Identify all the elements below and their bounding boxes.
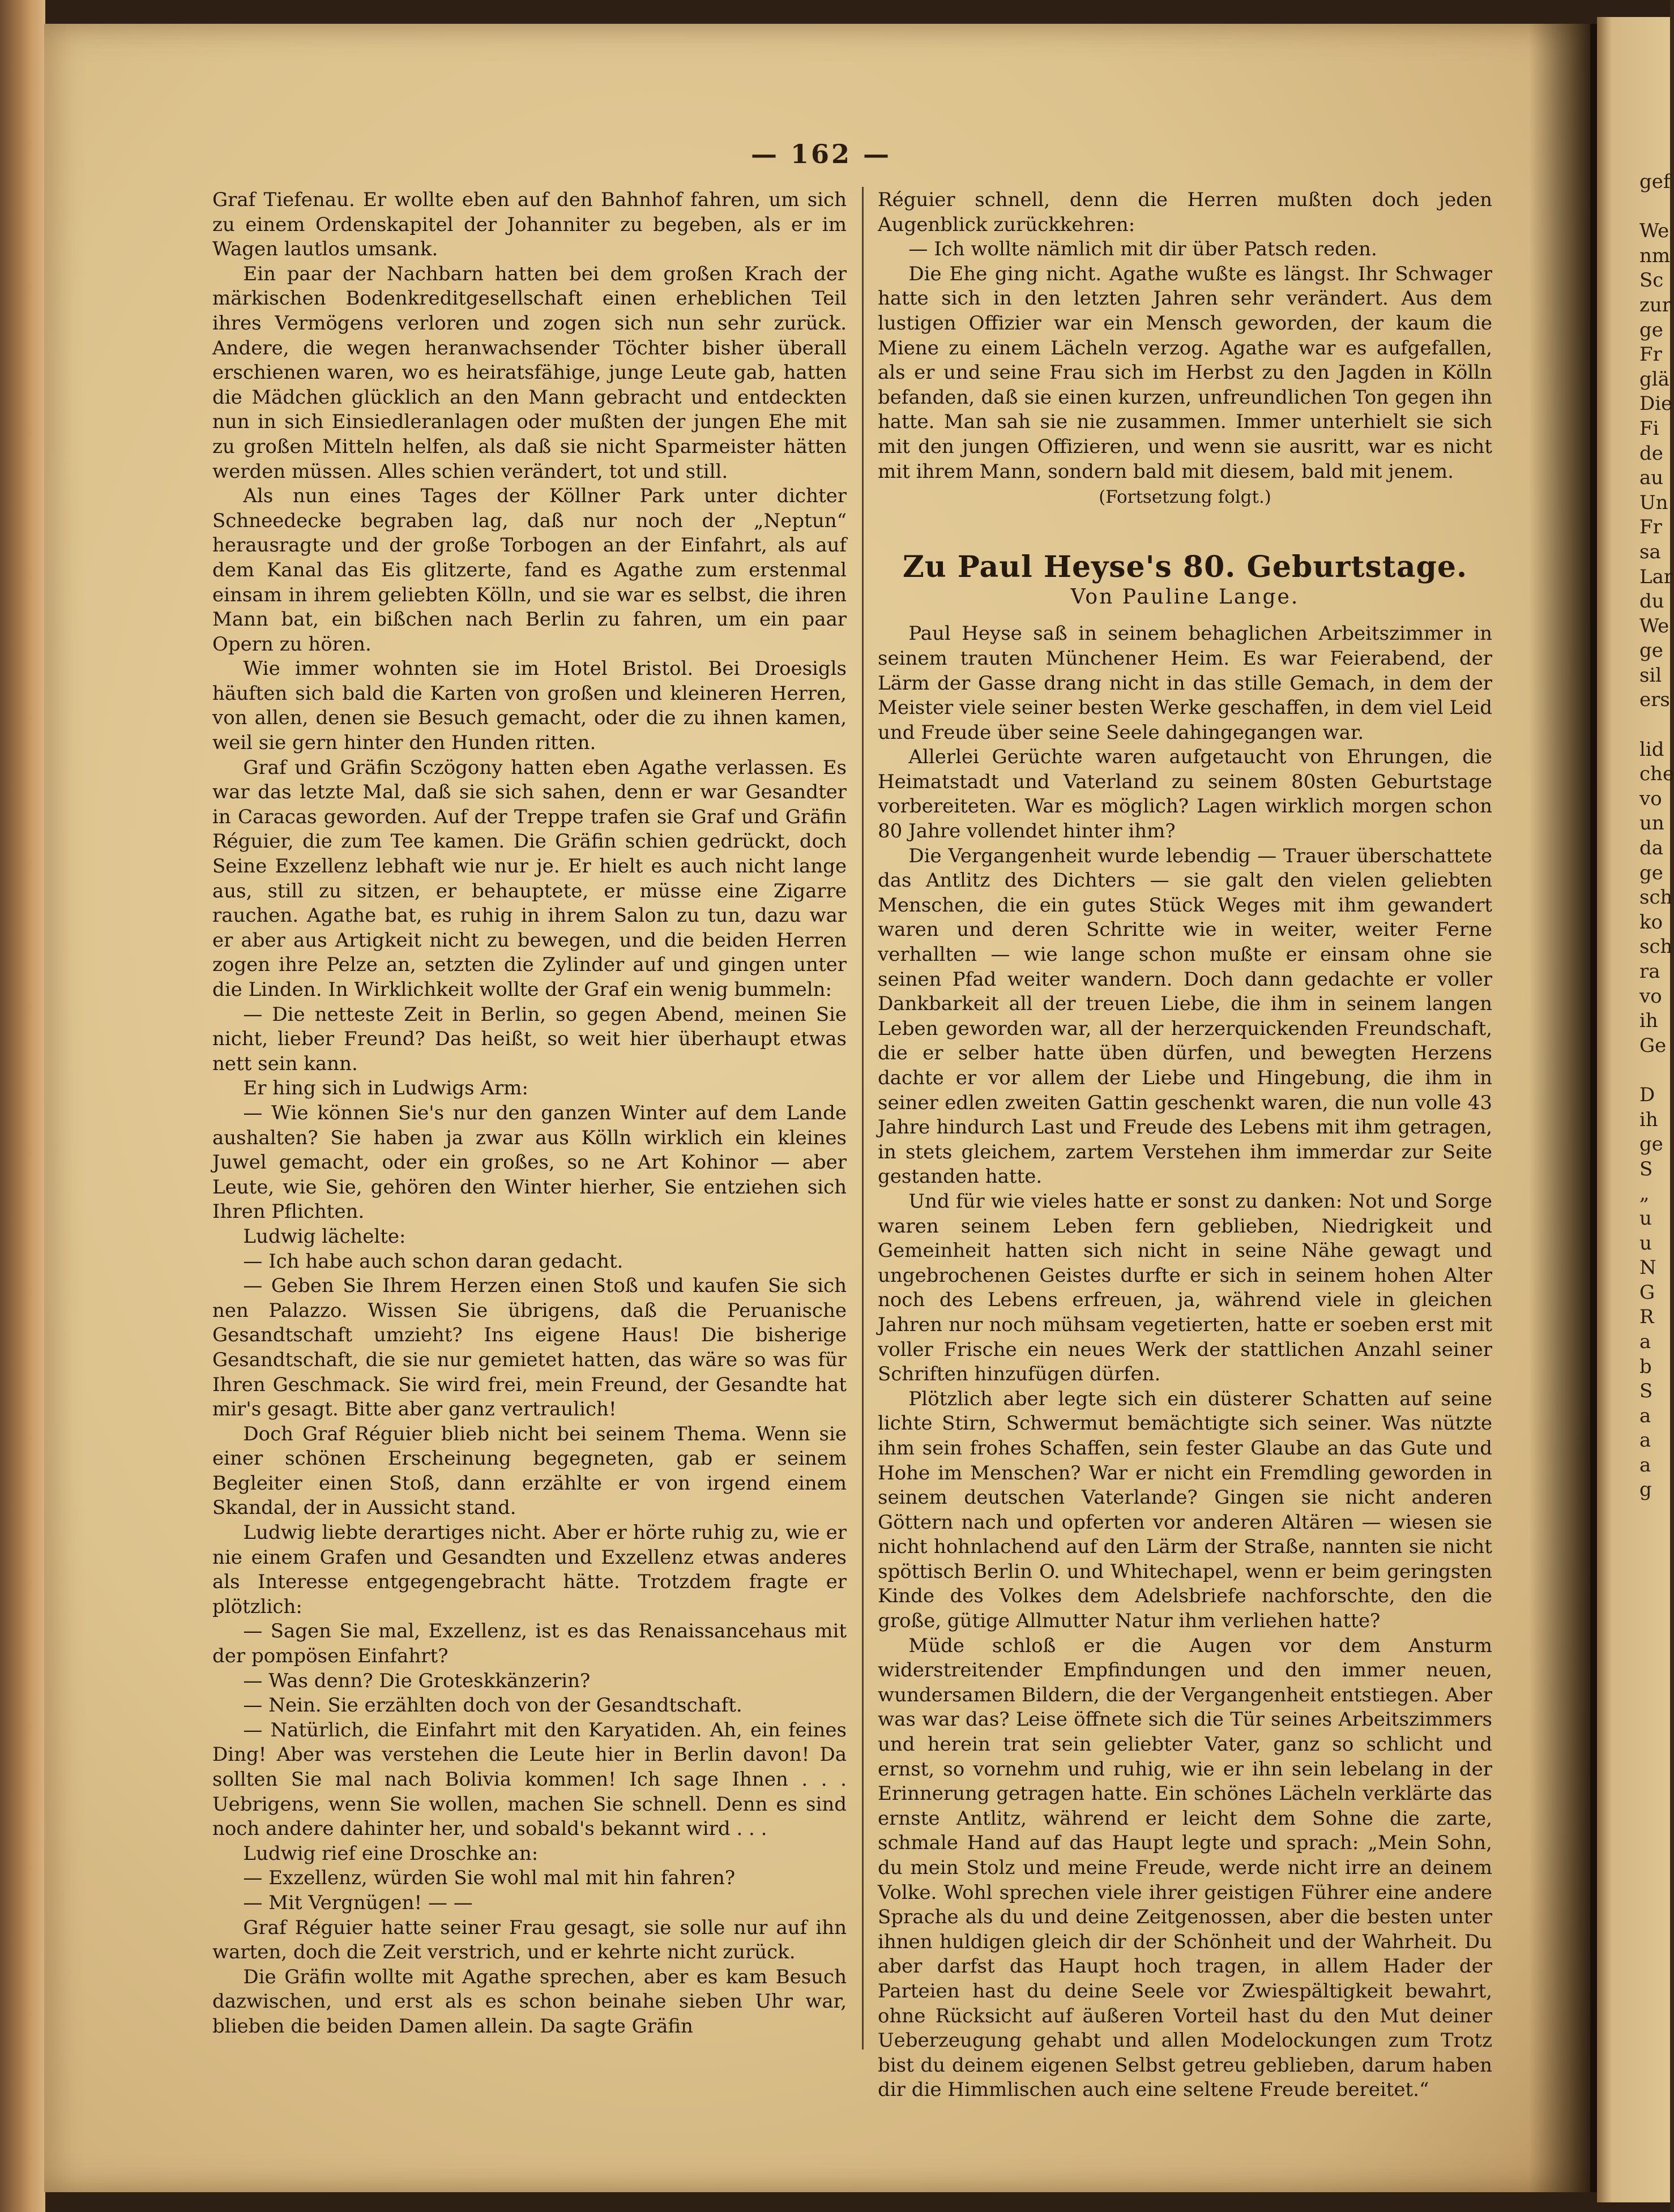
adjacent-page-fragment: ih xyxy=(1639,1009,1658,1033)
adjacent-page-fragment: u xyxy=(1639,1231,1652,1255)
adjacent-page-fragment: Lar xyxy=(1639,565,1673,588)
adjacent-page-fragment: vo xyxy=(1639,985,1662,1008)
adjacent-page-fragment: sil xyxy=(1639,664,1662,687)
adjacent-page-fragment: ko xyxy=(1639,910,1663,934)
adjacent-page-fragment: Fi xyxy=(1639,417,1659,440)
adjacent-page-fragment: Die xyxy=(1639,392,1673,416)
paragraph: Müde schloß er die Augen vor dem Ansturm widerstreitender Empfindungen und den immer neuen, wundersamen Bildern, die der Vergangenheit entstiegen. Aber was war das? Leise öffnete sich die Tür seines Arbeitszimmers und herein trat sein geliebter Vater, ganz so schlicht und ernst, so vornehm und ruhig, wie er ihn sein lebelang in der Erinnerung getragen hatte. Ein schönes Lächeln verklärte das ernste Antlitz, während er leicht dem Sohne die zarte, schmale Hand auf das Haupt legte und sprach: „Mein Sohn, du mein Stolz und meine Freude, werde nicht irre an deinem Volke. Wohl sprechen viele ihrer geistigen Führer eine andere Sprache als du und deine Zeitgenossen, aber die besten unter ihnen huldigen gleich dir der Schönheit und der Wahrheit. Du aber darfst das Haupt hoch tragen, in allem Hader der Parteien hast du deine Seele vor Zwiespältigkeit bewahrt, ohne Rücksicht auf äußeren Vorteil hast du den Mut deiner Ueberzeugung gehabt und allen Modelockungen zum Trotz bist du deinem eigenen Selbst getreu geblieben, darum haben dir die Himmlischen auch eine seltene Freude bereitet.“ xyxy=(878,1634,1492,2102)
adjacent-page-fragment: glä xyxy=(1639,367,1669,391)
adjacent-page-fragment: ra xyxy=(1639,960,1660,983)
adjacent-page-fragment: a xyxy=(1639,1330,1651,1353)
paragraph: — Sagen Sie mal, Exzellenz, ist es das Renaissancehaus mit der pompösen Einfahrt? xyxy=(212,1620,847,1668)
page-number: — 162 — xyxy=(750,139,892,169)
adjacent-page-fragment: sa xyxy=(1639,540,1661,563)
adjacent-page-fragment: lid xyxy=(1639,738,1664,761)
adjacent-page-fragment: ge xyxy=(1639,861,1663,884)
left-column xyxy=(212,188,847,2039)
adjacent-page-fragment: a xyxy=(1639,1429,1651,1452)
adjacent-page-fragment: S xyxy=(1639,1380,1653,1403)
paragraph: — Wie können Sie's nur den ganzen Winter auf dem Lande aushalten? Sie haben ja zwar aus Kölln wirklich ein kleines Juwel gemacht, oder ein großes, so ne Art Kohinor — aber Leute, wie Sie, gehören den Winter hierher, Sie entziehen sich Ihren Pflichten. xyxy=(212,1101,847,1223)
book-edge-left xyxy=(0,0,45,2212)
article-byline: Von Pauline Lange. xyxy=(1070,585,1300,609)
adjacent-page-fragment: ge xyxy=(1639,639,1663,662)
paragraph: — Exzellenz, würden Sie wohl mal mit hin fahren? xyxy=(243,1867,736,1890)
adjacent-page-fragment: sch xyxy=(1639,935,1673,959)
adjacent-page-fragment: ers xyxy=(1639,688,1670,712)
paragraph: Die Vergangenheit wurde lebendig — Trauer überschattete das Antlitz des Dichters — sie galt den vielen geliebten Menschen, die ein gutes Stück Weges mit ihm gewandert waren und deren Schritte wie in weiter, weiter Ferne verhallten — wie lange schon mußte er einsam ohne sie seinen Pfad weiter wandern. Doch dann gedachte er voller Dankbarkeit all der treuen Liebe, die ihm in seinem langen Leben geworden war, all der herzerquickenden Freundschaft, die er selber hatte üben dürfen, und bewegten Herzens dachte er vor allem der Liebe und Hingebung, die ihm in seiner edlen zweiten Gattin geschenkt waren, die nun volle 43 Jahre hindurch Last und Freude des Lebens mit ihm getragen, in stets gleichem, zartem Verstehen ihm immerdar zur Seite gestanden hatte. xyxy=(878,844,1492,1188)
paragraph: — Mit Vergnügen! — — xyxy=(243,1891,473,1914)
paragraph: Ludwig lächelte: xyxy=(243,1225,406,1248)
paragraph: Er hing sich in Ludwigs Arm: xyxy=(243,1077,528,1100)
adjacent-page-fragment: Ge xyxy=(1639,1034,1667,1057)
right-column xyxy=(878,188,1492,2103)
continued-note: (Fortsetzung folgt.) xyxy=(1099,487,1271,508)
paragraph: Allerlei Gerüchte waren aufgetaucht von Ehrungen, die Heimatstadt und Vaterland zu seinem 80sten Geburtstage vorbereiteten. War es möglich? Lagen wirklich morgen schon 80 Jahre vollendet hinter ihm? xyxy=(878,746,1492,843)
adjacent-page-fragment: g xyxy=(1639,1478,1652,1501)
paragraph: Ludwig rief eine Droschke an: xyxy=(243,1842,539,1865)
adjacent-page-fragment: R xyxy=(1639,1306,1654,1329)
adjacent-page-fragment: de xyxy=(1639,442,1663,465)
paragraph: Paul Heyse saß in seinem behaglichen Arbeitszimmer in seinem trauten Münchener Heim. Es war Feierabend, der Lärm der Gasse drang nicht in das stille Gemach, in dem der Meister viele seiner besten Werke geschaffen, in dem viel Leid und Freude über seine Seele dahingegangen war. xyxy=(878,622,1492,744)
adjacent-page-fragment xyxy=(1639,195,1670,220)
paragraph: Doch Graf Réguier blieb nicht bei seinem Thema. Wenn sie einer schönen Erscheinung begegneten, gab er seinem Begleiter einen Stoß, dann erzählte er von irgend einem Skandal, der in Aussicht stand. xyxy=(212,1422,847,1520)
adjacent-page-fragment: Un xyxy=(1639,491,1668,514)
adjacent-page-fragment: un xyxy=(1639,812,1664,835)
adjacent-page-fragment: au xyxy=(1639,467,1664,490)
paragraph: — Ich wollte nämlich mit dir über Patsch reden. xyxy=(908,238,1377,261)
paragraph: Wie immer wohnten sie im Hotel Bristol. Bei Droesigls häuften sich bald die Karten von großen und kleineren Herren, von allen, denen sie Besuch gemacht, oder die zu ihnen kamen, weil sie gern hinter den Hunden ritten. xyxy=(212,657,847,755)
paragraph: — Nein. Sie erzählten doch von der Gesandtschaft. xyxy=(243,1694,742,1717)
paragraph: Plötzlich aber legte sich ein düsterer Schatten auf seine lichte Stirn, Schwermut bemächtigte sich seiner. Was nützte ihm sein frohes Schaffen, sein fester Glaube an das Gute und Hohe im Menschen? War er nicht ein Fremdling geworden in seinem deutschen Vaterlande? Gingen sie nicht anderen Göttern nach und opferten vor anderen Altären — wiesen sie nicht hohnlachend auf den Lärm der Straße, nannten sie nicht spöttisch Berlin O. und Whitechapel, wenn er beim geringsten Kinde des Volkes dem Adelsbriefe nachforschte, den die große, gütige Allmutter Natur ihm verliehen hatte? xyxy=(878,1387,1492,1633)
adjacent-page-fragment xyxy=(1639,713,1670,738)
adjacent-page-fragment: du xyxy=(1639,590,1664,613)
adjacent-page-fragment: Fr xyxy=(1639,516,1662,539)
adjacent-page-text-fragments xyxy=(1639,170,1674,1503)
adjacent-page-fragment: Sc xyxy=(1639,269,1664,292)
adjacent-page-fragment: da xyxy=(1639,837,1664,860)
story-continuation xyxy=(878,188,1492,484)
adjacent-page-fragment xyxy=(1639,1058,1670,1083)
paragraph: Ein paar der Nachbarn hatten bei dem großen Krach der märkischen Bodenkreditgesellschaft einen erheblichen Teil ihres Vermögens verloren und zogen sich nun sehr zurück. Andere, die wegen heranwachsender Töchter bisher überall erschienen waren, wo es heiratsfähige, junge Leute gab, hatten die Mädchen glücklich an den Mann gebracht und entdeckten nun in sich Einsiedleranlagen oder mußten der jungen Ehe mit zu großen Mitteln helfen, als daß sie nicht Sparmeister hätten werden müssen. Alles schien verändert, tot und still. xyxy=(212,262,847,483)
paragraph: Réguier schnell, denn die Herren mußten doch jeden Augenblick zurückkehren: xyxy=(878,189,1492,236)
paragraph: — Ich habe auch schon daran gedacht. xyxy=(243,1250,624,1273)
paragraph: Graf Réguier hatte seiner Frau gesagt, sie solle nur auf ihn warten, doch die Zeit verstrich, und er kehrte nicht zurück. xyxy=(212,1916,847,1964)
adjacent-page-fragment: „ xyxy=(1639,1182,1650,1205)
paragraph: Und für wie vieles hatte er sonst zu danken: Not und Sorge waren seinem Leben fern geblieben, Niedrigkeit und Gemeinheit hatten sich nicht in seine Nähe gewagt und ungebrochenen Geistes durfte er sich in seinem hohen Alter noch des Lebens erfreuen, ja, während viele in gleichen Jahren nur noch mühsam vegetierten, hatte er soeben erst mit voller Frische ein neues Werk der stattlichen Anzahl seiner Schriften hinzufügen dürfen. xyxy=(878,1190,1492,1386)
paragraph: Die Gräfin wollte mit Agathe sprechen, aber es kam Besuch dazwischen, und erst als es schon beinahe sieben Uhr war, blieben die beiden Damen allein. Da sagte Gräfin xyxy=(212,1965,847,2038)
adjacent-page-fragment: zur xyxy=(1639,293,1672,316)
paragraph: Ludwig liebte derartiges nicht. Aber er hörte ruhig zu, wie er nie einem Grafen und Gesandten und Exzellenz etwas anderes als Interesse entgegengebracht hätte. Trotzdem fragte er plötzlich: xyxy=(212,1521,847,1618)
adjacent-page-fragment: D xyxy=(1639,1083,1655,1106)
adjacent-page-fragment: a xyxy=(1639,1404,1651,1427)
adjacent-page-fragment: N xyxy=(1639,1256,1656,1280)
article-title: Zu Paul Heyse's 80. Geburtstage. xyxy=(902,549,1468,584)
adjacent-page-fragment: ge xyxy=(1639,1133,1663,1156)
paragraph: — Was denn? Die Groteskkänzerin? xyxy=(243,1669,591,1692)
paragraph: — Die netteste Zeit in Berlin, so gegen Abend, meinen Sie nicht, lieber Freund? Das heißt, so weit hier überhaupt etwas nett sein kann. xyxy=(212,1003,847,1075)
adjacent-page-fragment: Fr xyxy=(1639,343,1662,366)
adjacent-page-fragment: che xyxy=(1639,763,1674,786)
adjacent-page-fragment: G xyxy=(1639,1281,1655,1304)
adjacent-page-fragment: ge xyxy=(1639,318,1663,341)
adjacent-page-fragment: ih xyxy=(1639,1108,1658,1131)
paragraph: — Geben Sie Ihrem Herzen einen Stoß und kaufen Sie sich nen Palazzo. Wissen Sie übrigens, daß die Peruanische Gesandtschaft umzieht? Ins eigene Haus! Die bisherige Gesandtschaft, die sie nur gemietet hatten, das wäre so was für Ihren Geschmack. Sie wird frei, mein Freund, der Gesandte hat mir's gesagt. Bitte aber ganz vertraulich! xyxy=(212,1274,847,1421)
paragraph: — Natürlich, die Einfahrt mit den Karyatiden. Ah, ein feines Ding! Aber was verstehen die Leute hier in Berlin davon! Da sollten Sie mal nach Bolivia kommen! Ich sage Ihnen . . . Uebrigens, wenn Sie wollen, machen Sie schnell. Denn es sind noch andere dahinter her, und sobald's bekannt wird . . . xyxy=(212,1718,847,1841)
adjacent-page-fragment: sch xyxy=(1639,886,1673,909)
paragraph: Graf Tiefenau. Er wollte eben auf den Bahnhof fahren, um sich zu einem Ordenskapitel der Johanniter zu begeben, als er im Wagen lautlos umsank. xyxy=(212,189,847,261)
adjacent-page-fragment: a xyxy=(1639,1453,1651,1477)
article-body xyxy=(878,622,1492,2103)
adjacent-page-fragment: We xyxy=(1639,614,1669,637)
column-divider xyxy=(862,187,864,2050)
adjacent-page-fragment: We xyxy=(1639,220,1669,243)
adjacent-page-fragment: b xyxy=(1639,1355,1652,1378)
adjacent-page-fragment: gef xyxy=(1639,170,1671,193)
adjacent-page-fragment: nm xyxy=(1639,244,1671,267)
paragraph: Graf und Gräfin Sczögony hatten eben Agathe verlassen. Es war das letzte Mal, daß sie sich sahen, denn er war Gesandter in Caracas geworden. Auf der Treppe trafen sie Graf und Gräfin Réguier, die zum Tee kamen. Die Gräfin schien gedrückt, doch Seine Exzellenz lebhaft wie nur je. Er hielt es auch nicht lange aus, still zu sitzen, er behauptete, er müsse eine Zigarre rauchen. Agathe bat, es ruhig in ihrem Salon zu tun, dazu war er aber aus Artigkeit nicht zu bewegen, und die beiden Herren zogen ihre Pelze an, setzten die Zylinder auf und gingen unter die Linden. In Wirklichkeit wollte der Graf ein wenig bummeln: xyxy=(212,756,847,1001)
adjacent-page-fragment: u xyxy=(1639,1206,1652,1230)
book-gutter-shadow xyxy=(1529,24,1597,2192)
paragraph: Als nun eines Tages der Köllner Park unter dichter Schneedecke begraben lag, daß nur noch der „Neptun“ herausragte und der große Torbogen an der Einfahrt, als auf dem Kanal das Eis glitzerte, fand es Agathe zum erstenmal einsam in ihrem geliebten Kölln, und sie war es selbst, die ihren Mann bat, ein bißchen nach Berlin zu fahren, um ein paar Opern zu hören. xyxy=(212,485,847,656)
adjacent-page-fragment: S xyxy=(1639,1157,1653,1180)
adjacent-page-fragment: vo xyxy=(1639,787,1662,810)
paragraph: Die Ehe ging nicht. Agathe wußte es längst. Ihr Schwager hatte sich in den letzten Jahren sehr verändert. Aus dem lustigen Offizier war ein Mensch geworden, der kaum die Miene zu einem Lächeln verzog. Agathe war es aufgefallen, als er und seine Frau sich im Herbst zu den Jagden in Kölln befanden, daß sie einen kurzen, unfreundlichen Ton gegen ihn hatte. Man sah sie nie zusammen. Immer unterhielt sie sich mit den jungen Offizieren, und wenn sie ausritt, war es nicht mit ihrem Mann, sondern bald mit diesem, bald mit jenem. xyxy=(878,262,1492,483)
